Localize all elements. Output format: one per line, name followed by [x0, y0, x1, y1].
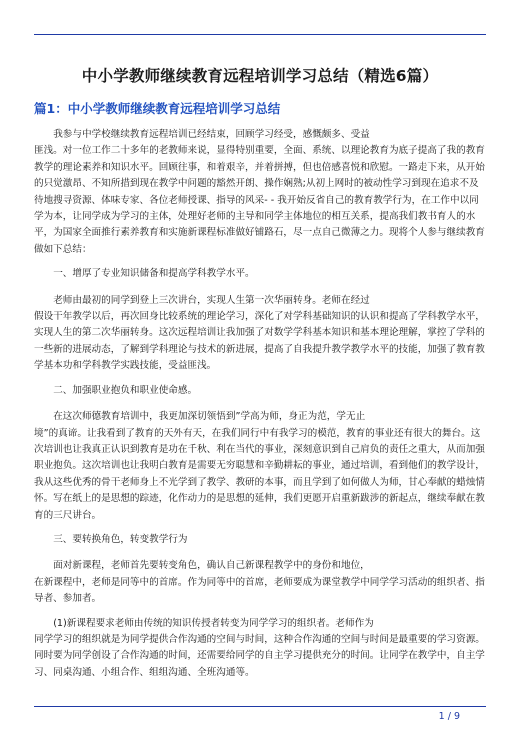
- paragraph-intro: 我参与中学校继续教育远程培训已经结束，回顾学习经受，感慨颇多、受益 匪浅。对一位工作二十多年的老教师来说，显得特别重要，全面、系统、以理论教育为底子提高了我的教育教学的理论素养和知识水平。回顾往事，和着艰辛，并着拼搏，但也倍感喜悦和欣慰。一路走下来，从开始的只觉激昂、不知所措到现在教学中问题的豁然开朗、操作娴熟;从初上网时的被动性学习到现在追求不及待地搜寻资源、体味专家、各位老师授课、指导的风采- - 我开始反省自己的教育教学行为，在工作中以同学为本，让同学成为学习的主体，处理好老师的主导和同学主体地位的相互关系，提高我们教书育人的水平，为国家全面推行素养教育和实施新课程标准做好铺路石，尽一点自己微薄之力。现将个人参与继续教育做如下总结：: [34, 129, 485, 255]
- subheading-2: 二、加强职业抱负和职业使命感。: [53, 384, 198, 396]
- footer-rule: [34, 706, 486, 707]
- subheading-3: 三、要转换角色，转变教学行为: [53, 533, 188, 545]
- document-body: [34, 127, 486, 689]
- document-title: 中小学教师继续教育远程培训学习总结（精选6篇）: [81, 67, 439, 85]
- paragraph-4: (1)新课程要求老师由传统的知识传授者转变为同学学习的组织者。老师作为 同学学习的组织就是为同学提供合作沟通的空间与时间，这种合作沟通的空间与时间是最重要的学习资源。同时要为同学创设了合作沟通的时间，还需要给同学的自主学习提供充分的时间。让同学在教学中，自主学习、同桌沟通、小组合作、组组沟通、全班沟通等。: [34, 617, 485, 678]
- header-rule: [34, 34, 486, 35]
- paragraph-3: 面对新课程，老师首先要转变角色，确认自己新课程教学中的身份和地位， 在新课程中，老师是同等中的首席。作为同等中的首席，老师要成为课堂教学中同学学习活动的组织者、指导者、参加者。: [34, 560, 485, 605]
- page-number: 1 / 9: [438, 711, 460, 722]
- paragraph-1: 老师由最初的同学到登上三次讲台，实现人生第一次华丽转身。老师在经过 假设干年教学以后，再次回身比较系统的理论学习，深化了对学科基础知识的认识和提高了学科教学水平，实现人生的第二次华丽转身。这次远程培训让我加强了对数学学科基本知识和基本理论理解，掌控了学科的一些新的进展动态，了解到学科理论与技术的新进展，提高了自我提升教学教学水平的技能，加强了教育教学基本功和学科教学实践技能，受益匪浅。: [34, 294, 485, 372]
- paragraph-2: 在这次师德教育培训中，我更加深切领悟到”学高为师，身正为范，学无止 境”的真谛。让我看到了教育的天外有天，在我们同行中有我学习的模范，教育的事业还有很大的舞台。这次培训也让我真正认识到教育是功在千秋、利在当代的事业，深刻意识到自己肩负的责任之重大，从而加强职业抱负。这次培训也让我明白教育是需要无穷聪慧和辛勤耕耘的事业，通过培训，看到他们的教学设计，我从这些优秀的骨干老师身上不光学到了教学、教研的本事，而且学到了如何做人为师，甘心奉献的蜡烛情怀。写在纸上的是思想的踪迹，化作动力的是思想的延伸，我们更愿开启重新跋涉的新起点，继续奉献在教育的三尺讲台。: [34, 411, 485, 521]
- section-heading: 篇1：中小学教师继续教育远程培训学习总结: [34, 101, 281, 116]
- subheading-1: 一、增厚了专业知识储备和提高学科教学水平。: [53, 268, 255, 280]
